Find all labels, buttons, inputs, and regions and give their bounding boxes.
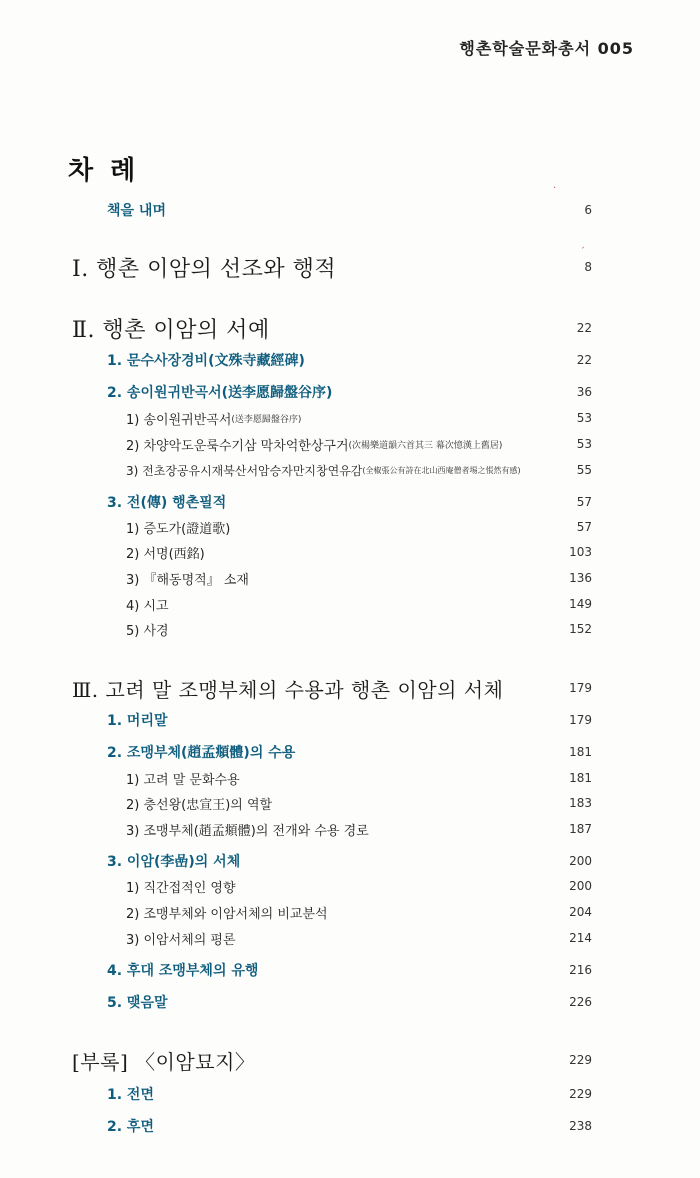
toc-entry-label: 4. 후대 조맹부체의 유행: [107, 963, 259, 979]
toc-entry-label: [부록] 〈이암묘지〉: [72, 1049, 256, 1074]
toc-chapter[interactable]: [0, 490, 700, 514]
series-title: 행촌학술문화총서 005: [459, 39, 634, 58]
toc-entry-label: 1) 직간접적인 영향: [126, 880, 236, 896]
toc-entry-page: 204: [569, 905, 592, 919]
toc-section[interactable]: [0, 458, 700, 482]
toc-entry-page: 181: [569, 771, 592, 785]
toc-entry-label: 1. 문수사장경비(文殊寺藏經碑): [107, 353, 305, 369]
toc-entry-label: 3) 이암서체의 평론: [126, 932, 236, 948]
toc-entry-page: 179: [569, 713, 592, 727]
toc-chapter[interactable]: [0, 1114, 700, 1138]
toc-entry-label: 3) 전초장공유시재북산서암승자만지창연유감: [126, 463, 363, 478]
toc-entry-note: (送李愿歸盤谷序): [231, 414, 302, 425]
toc-entry-page: 214: [569, 931, 592, 945]
toc-chapter[interactable]: [0, 849, 700, 873]
toc-entry-page: 8: [584, 260, 592, 274]
toc-entry-label: 2. 조맹부체(趙孟頫體)의 수용: [107, 745, 296, 761]
toc-entry-label: 2) 조맹부체와 이암서체의 비교분석: [126, 906, 328, 922]
toc-entry-label: Ⅱ. 행촌 이암의 서예: [72, 317, 270, 343]
toc-entry-label: 1) 고려 말 문화수용: [126, 772, 240, 788]
toc-chapter[interactable]: [0, 1082, 700, 1106]
toc-part-2[interactable]: [0, 316, 700, 343]
toc-entry-page: 53: [576, 437, 592, 451]
toc-entry-page: 36: [576, 385, 592, 399]
toc-section[interactable]: [0, 515, 700, 539]
toc-entry-label: Ⅰ. 행촌 이암의 선조와 행적: [72, 256, 337, 282]
toc-entry-label: 2) 충선왕(忠宣王)의 역할: [126, 797, 273, 813]
toc-entry-page: 229: [569, 1087, 592, 1101]
toc-entry-label: Ⅲ. 고려 말 조맹부체의 수용과 행촌 이암의 서체: [72, 677, 504, 702]
toc-entry-page: 53: [576, 411, 592, 425]
toc-entry-label: 3) 조맹부체(趙孟頫體)의 전개와 수용 경로: [126, 823, 369, 839]
toc-entry-page: 200: [569, 854, 592, 868]
toc-heading: 차 례: [68, 156, 140, 186]
toc-chapter[interactable]: [0, 708, 700, 732]
toc-entry-page: 57: [576, 495, 592, 509]
toc-chapter[interactable]: [0, 348, 700, 372]
toc-chapter[interactable]: [0, 958, 700, 982]
toc-entry-label: 1) 송이원귀반곡서: [126, 412, 232, 428]
toc-entry-preface[interactable]: [0, 198, 700, 222]
toc-section[interactable]: [0, 617, 700, 641]
ink-mark: ˏ: [580, 238, 585, 249]
toc-section[interactable]: [0, 592, 700, 616]
toc-entry-page: 149: [569, 597, 592, 611]
toc-entry-label: 1. 전면: [107, 1087, 154, 1103]
toc-entry-label: 4) 시고: [126, 598, 169, 614]
toc-chapter[interactable]: [0, 990, 700, 1014]
toc-entry-label: 2. 후면: [107, 1119, 154, 1135]
toc-entry-page: 226: [569, 995, 592, 1009]
toc-entry-page: 187: [569, 822, 592, 836]
toc-entry-label: 3. 전(傳) 행촌필적: [107, 495, 227, 511]
toc-entry-page: 6: [584, 203, 592, 217]
toc-section[interactable]: [0, 900, 700, 924]
toc-entry-note: (全椒張公有詩在北山西庵僧者埸之悵然有感): [362, 465, 521, 475]
toc-entry-label: 3) 『해동명적』 소재: [126, 572, 249, 588]
toc-entry-page: 152: [569, 622, 592, 636]
toc-section[interactable]: [0, 540, 700, 564]
toc-chapter[interactable]: [0, 380, 700, 404]
toc-entry-page: 55: [576, 463, 592, 477]
toc-entry-page: 183: [569, 796, 592, 810]
toc-section[interactable]: [0, 766, 700, 790]
toc-section[interactable]: [0, 406, 700, 430]
toc-section[interactable]: [0, 432, 700, 456]
toc-entry-page: 200: [569, 879, 592, 893]
toc-entry-label: 1. 머리말: [107, 713, 168, 729]
toc-section[interactable]: [0, 566, 700, 590]
toc-section[interactable]: [0, 874, 700, 898]
toc-entry-page: 136: [569, 571, 592, 585]
toc-entry-label: 2) 서명(西銘): [126, 546, 205, 562]
toc-entry-page: 216: [569, 963, 592, 977]
toc-part-1[interactable]: [0, 255, 700, 282]
toc-entry-page: 238: [569, 1119, 592, 1133]
toc-entry-label: 책을 내며: [107, 203, 166, 219]
toc-entry-label: 2. 송이원귀반곡서(送李愿歸盤谷序): [107, 385, 333, 401]
toc-entry-note: (次楊樂道韻六首其三 幕次憶漢上舊居): [348, 440, 503, 451]
toc-entry-label: 2) 차양악도운룩수기삼 막차억한상구거: [126, 438, 349, 454]
toc-section[interactable]: [0, 926, 700, 950]
ink-mark: ·: [553, 183, 557, 194]
toc-entry-label: 5. 맺음말: [107, 995, 168, 1011]
toc-entry-label: 1) 증도가(證道歌): [126, 521, 231, 537]
toc-entry-page: 179: [569, 681, 592, 695]
toc-section[interactable]: [0, 791, 700, 815]
toc-chapter[interactable]: [0, 740, 700, 764]
toc-entry-page: 57: [576, 520, 592, 534]
toc-entry-label: 3. 이암(李嵒)의 서체: [107, 854, 241, 870]
toc-part-3[interactable]: [0, 676, 700, 700]
toc-entry-page: 181: [569, 745, 592, 759]
toc-entry-page: 22: [576, 321, 592, 335]
toc-section[interactable]: [0, 817, 700, 841]
toc-entry-page: 22: [576, 353, 592, 367]
toc-entry-page: 103: [569, 545, 592, 559]
toc-entry-label: 5) 사경: [126, 623, 169, 639]
toc-appendix[interactable]: [0, 1048, 700, 1072]
toc-entry-page: 229: [569, 1053, 592, 1067]
